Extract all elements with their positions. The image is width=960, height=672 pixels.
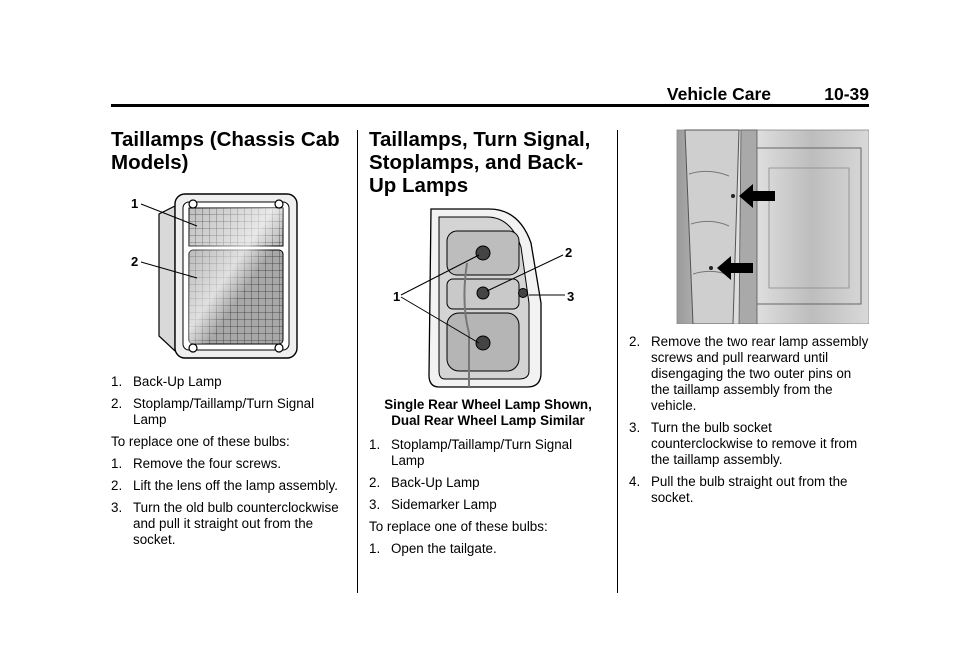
steps-list	[111, 456, 343, 548]
intro-text: To replace one of these bulbs:	[111, 434, 290, 449]
legend-list	[369, 437, 607, 513]
list-item: 3. Sidemarker Lamp	[369, 497, 497, 512]
column-divider	[617, 130, 618, 593]
page-header	[111, 84, 869, 107]
page-number: 10-39	[824, 84, 869, 104]
heading-turn-signal-lamps: Taillamps, Turn Signal, Stoplamps, and Back-Up Lamps	[369, 128, 591, 197]
list-item: 2. Stoplamp/Taillamp/Turn Signal Lamp	[111, 396, 315, 427]
callout-3: 3	[567, 289, 575, 304]
intro-text: To replace one of these bulbs:	[369, 519, 548, 534]
section-title: Vehicle Care	[666, 84, 771, 104]
callout-1: 1	[393, 289, 401, 304]
column-chassis-cab	[111, 128, 343, 554]
list-item: 2. Back-Up Lamp	[369, 475, 480, 490]
list-item: 2. Remove the two rear lamp assembly screws and pull rearward until disengaging the two outer pins on the taillamp assembly from the vehicle.	[629, 334, 869, 413]
steps-list	[369, 541, 607, 557]
column-turn-signal	[369, 128, 607, 563]
figure-caption: Single Rear Wheel Lamp Shown, Dual Rear Wheel Lamp Similar	[384, 397, 592, 428]
legend-list	[111, 374, 343, 428]
chassis-cab-taillamp-illustration	[111, 186, 343, 366]
list-item: 1. Open the tailgate.	[369, 541, 497, 556]
rear-lamp-assembly-illustration	[369, 203, 607, 393]
lamp-mounting-screws-illustration	[629, 128, 869, 324]
list-item: 1. Stoplamp/Taillamp/Turn Signal Lamp	[369, 437, 573, 468]
list-item: 1. Back-Up Lamp	[111, 374, 222, 389]
list-item: 3. Turn the bulb socket counterclockwise to remove it from the taillamp assembly.	[629, 420, 858, 467]
steps-list	[629, 334, 869, 506]
heading-chassis-cab-taillamps: Taillamps (Chassis Cab Models)	[111, 128, 340, 174]
list-item: 1. Remove the four screws.	[111, 456, 282, 471]
list-item: 4. Pull the bulb straight out from the socket.	[629, 474, 848, 505]
callout-2: 2	[131, 254, 139, 269]
list-item: 3. Turn the old bulb counterclockwise and pull it straight out from the socket.	[111, 500, 339, 547]
callout-2: 2	[565, 245, 573, 260]
list-item: 2. Lift the lens off the lamp assembly.	[111, 478, 338, 493]
column-divider	[357, 130, 358, 593]
column-continued-steps	[629, 128, 869, 512]
callout-1: 1	[131, 196, 139, 211]
